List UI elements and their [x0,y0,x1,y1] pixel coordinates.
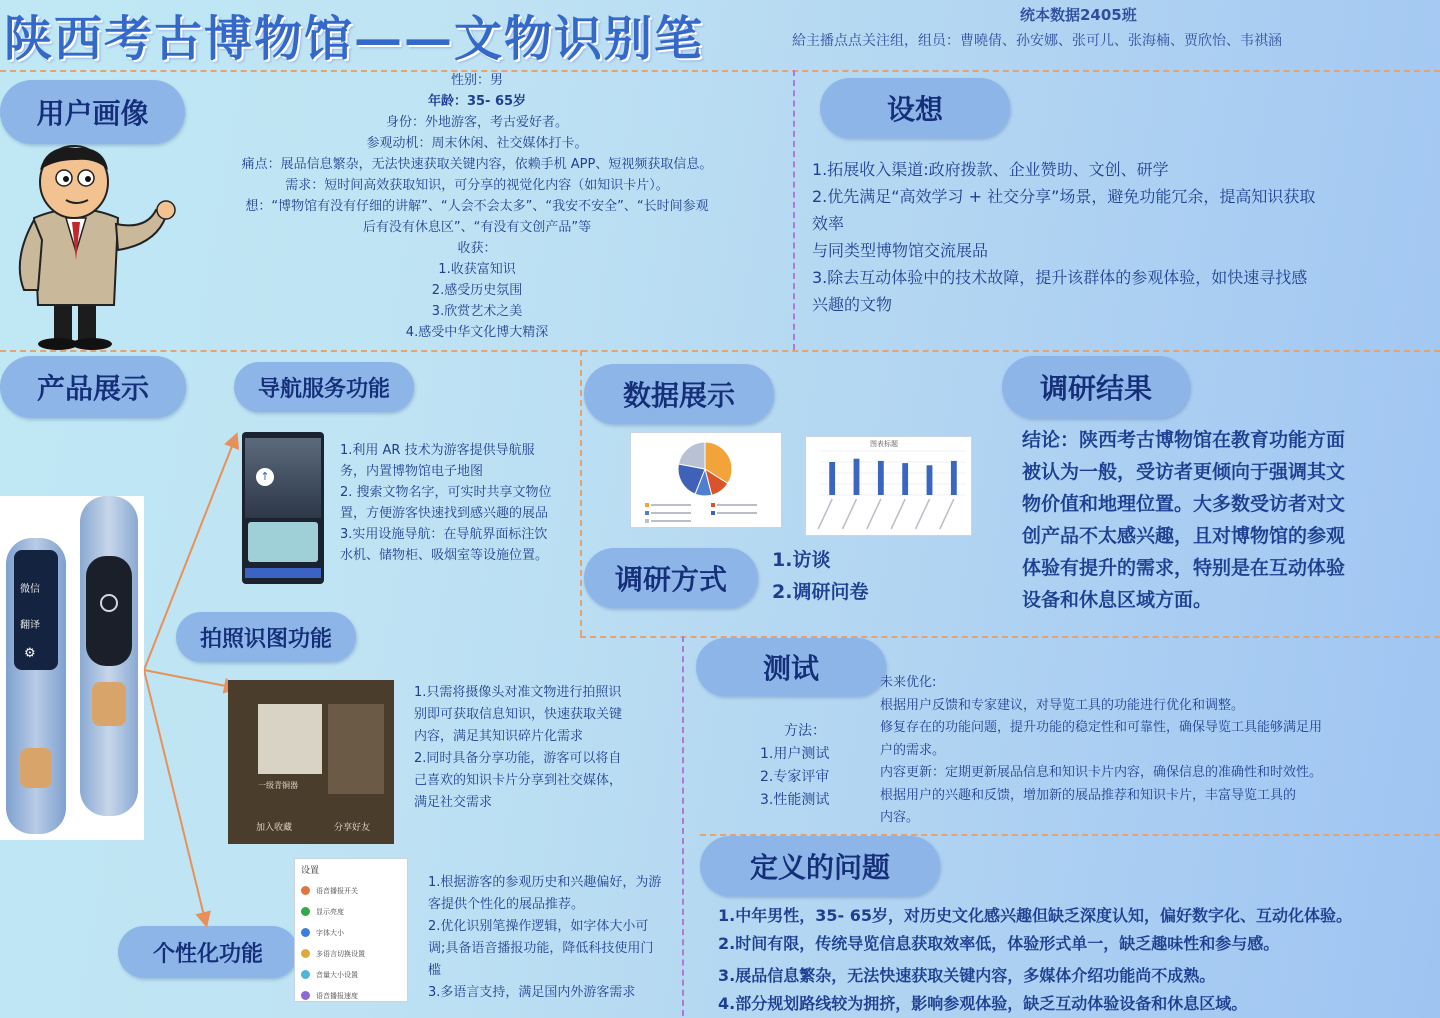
collect-button[interactable]: 加入收藏 [256,823,293,833]
artifact-photo [258,704,322,774]
idea-line: 与同类型博物馆交流展品 [812,241,989,260]
pie-legend-text [651,520,691,522]
personal-line: 1.根据游客的参观历史和兴趣偏好，为游 [428,875,662,890]
settings-item[interactable] [301,922,401,943]
divider-vertical-mid [580,350,582,636]
result-line: 结论：陕西考古博物馆在教育功能方面 [1022,429,1346,451]
nav-app-screenshot [242,432,324,584]
test-line: 根据用户反馈和专家建议，对导览工具的功能进行优化和调整。 [880,697,1245,713]
section-data-display: 数据展示 [584,364,774,424]
nav-feature-text [340,440,580,566]
photo-line: 己喜欢的知识卡片分享到社交媒体， [414,773,623,788]
problem-item: 1.中年男性，35- 65岁，对历史文化感兴趣但缺乏深度认知，偏好数字化、互动化体验。 [718,906,1352,925]
bar-category-label [891,499,905,529]
persona-line: 参观动机：周末休闲、社交媒体打卡。 [366,136,588,151]
settings-item[interactable] [301,901,401,922]
pie-legend-swatch [711,511,715,515]
personal-line: 2.优化识别笔操作逻辑，如字体大小可 [428,919,649,934]
persona-line: 痛点：展品信息繁杂，无法快速获取关键内容，依赖手机 APP、短视频获取信息。 [241,157,713,172]
persona-line: 3.欣赏艺术之美 [431,304,523,319]
persona-line: 收获： [457,241,497,256]
bar-category-label [940,499,954,529]
settings-item[interactable] [301,964,401,985]
problem-item: 2.时间有限，传统导览信息获取效率低，体验形式单一，缺乏趣味性和参与感。 [718,934,1280,953]
pie-legend-swatch [645,503,649,507]
pen-button [100,594,118,612]
artifact-text-panel [328,704,384,794]
settings-item[interactable] [301,943,401,964]
bar-category-label [916,499,930,529]
section-research-result: 调研结果 [1002,356,1190,418]
personal-line: 3.多语言支持，满足国内外游客需求 [428,985,636,1000]
settings-item-label: 字体大小 [316,928,344,937]
photo-line: 满足社交需求 [414,795,493,810]
settings-item-label: 语音播报开关 [316,886,358,895]
section-user-portrait: 用户画像 [0,80,185,144]
persona-line: 2.感受历史氛围 [431,283,523,298]
photo-line: 别即可获取信息知识，快速获取关键 [414,707,623,722]
bar [902,463,908,495]
section-problem: 定义的问题 [700,836,940,896]
settings-screenshot [294,858,408,1002]
settings-item[interactable] [301,880,401,901]
persona-line: 后有没有休息区”、“有没有文创产品”等 [362,220,592,235]
photo-line: 2.同时具备分享功能，游客可以将自 [414,751,622,766]
bar [854,459,860,495]
research-method-list [772,544,932,608]
bar-chart [806,437,971,535]
photo-line: 1.只需将摄像头对准文物进行拍照识 [414,685,622,700]
settings-item[interactable] [301,985,401,1006]
class-name: 统本数据2405班 [1020,6,1137,24]
settings-item-icon [301,928,310,937]
pen-screen-label-b: 翻译 [20,620,40,631]
idea-line: 2.优先满足“高效学习 + 社交分享”场景，避免功能冗余，提高知识获取 [812,187,1316,206]
settings-item-label: 语音播报速度 [316,991,358,1000]
bar [927,465,933,495]
pen-figurine [20,748,52,788]
section-product-display: 产品展示 [0,356,186,418]
bar-category-label [818,499,832,529]
pie-legend-swatch [645,511,649,515]
museum-map [248,522,318,562]
personal-line: 槛 [428,963,442,978]
pie-chart-card [630,432,782,528]
personal-line: 客提供个性化的展品推荐。 [428,897,585,912]
pen-screen [14,550,58,670]
artifact-caption: 一级青铜器 [258,781,298,790]
nav-line: 务，内置博物馆电子地图 [340,464,484,479]
settings-item-label: 音量大小设置 [316,970,358,979]
idea-line: 兴趣的文物 [812,295,893,314]
idea-line: 3.除去互动体验中的技术故障，提升该群体的参观体验，如快速寻找感 [812,268,1308,287]
personal-line: 调;具备语音播报功能，降低科技使用门 [428,941,654,956]
pie-slice [678,442,705,469]
pen-device-back [80,496,138,816]
nav-bottom-bar [245,568,321,578]
pie-chart [631,433,781,527]
test-line: 内容。 [880,810,920,825]
result-line: 设备和休息区域方面。 [1022,589,1213,611]
navigation-arrow-icon: ↑ [256,468,274,486]
test-method-item: 2.专家评审 [760,769,830,785]
test-line: 户的需求。 [880,742,946,758]
research-result-text [1022,424,1434,616]
settings-title: 设置 [301,866,320,876]
nav-line: 3.实用设施导航：在导航界面标注饮 [340,527,548,542]
persona-description [182,70,772,343]
pen-screen-label-a: 微信 [20,584,40,595]
idea-line: 效率 [812,214,845,233]
persona-line: 需求：短时间高效获取知识，可分享的视觉化内容（如知识卡片）。 [285,178,669,193]
pen-figurine [92,682,126,726]
section-research-method: 调研方式 [584,548,758,608]
bar [829,462,835,495]
settings-list [301,880,401,1006]
section-nav-feature: 导航服务功能 [234,362,414,412]
share-button[interactable]: 分享好友 [334,823,371,833]
section-test: 测试 [696,638,886,696]
pie-legend-swatch [711,503,715,507]
result-line: 创产品不太感兴趣，且对博物馆的参观 [1022,525,1346,547]
settings-item-icon [301,949,310,958]
pie-legend-text [717,504,757,506]
pen-product-image [0,496,144,840]
bar-category-label [843,499,857,529]
section-idea: 设想 [820,78,1010,138]
persona-line: 性别：男 [450,73,503,88]
test-line: 修复存在的功能问题，提升功能的稳定性和可靠性，确保导览工具能够满足用 [880,720,1323,735]
result-line: 体验有提升的需求，特别是在互动体验 [1022,557,1346,579]
pen-device-front [6,538,66,834]
persona-line: 年龄：35- 65岁 [427,94,527,109]
divider-vertical-bottom [682,636,684,1016]
divider-vertical-top [793,70,795,350]
idea-line: 1.拓展收入渠道:政府拨款、企业赞助、文创、研学 [812,160,1169,179]
pen-control-pad [86,556,132,666]
test-line: 内容更新：定期更新展品信息和知识卡片内容，确保信息的准确性和时效性。 [880,765,1323,780]
page-title: 陕西考古博物馆——文物识别笔 [4,11,705,66]
persona-line: 想：“博物馆有没有仔细的讲解”、“人会不会太多”、“我安不安全”、“长时间参观 [245,199,709,214]
settings-icon: ⚙ [24,646,36,661]
bar [951,461,957,495]
settings-item-label: 多语言切换设置 [316,949,365,958]
nav-line: 置，方便游客快速找到感兴趣的展品 [340,506,549,521]
settings-item-label: 显示亮度 [316,907,344,916]
settings-item-icon [301,886,310,895]
test-method-item: 3.性能测试 [760,792,830,808]
research-method-item: 2.调研问卷 [772,581,869,603]
bar [878,461,884,495]
persona-line: 身份：外地游客，考古爱好者。 [385,115,568,130]
pie-legend-swatch [645,519,649,523]
persona-line: 4.感受中华文化博大精深 [405,325,549,340]
divider-mid-right [580,636,1440,638]
test-methods [760,720,880,812]
pie-legend-text [651,504,691,506]
research-method-item: 1.访谈 [772,549,831,571]
idea-text [812,156,1437,318]
photo-recognition-screenshot [228,680,394,844]
settings-item-icon [301,907,310,916]
section-personal-feature: 个性化功能 [118,926,298,978]
test-optimization-text [880,672,1436,830]
nav-line: 1.利用 AR 技术为游客提供导航服 [340,443,535,458]
persona-illustration [6,140,191,350]
problem-list [718,902,1436,1018]
result-line: 物价值和地理位置。大多数受访者对文 [1022,493,1346,515]
settings-item-icon [301,991,310,1000]
result-line: 被认为一般，受访者更倾向于强调其文 [1022,461,1346,483]
problem-item: 4.部分规划路线较为拥挤，影响参观体验，缺乏互动体验设备和休息区域。 [718,994,1248,1013]
pie-legend-text [717,512,757,514]
bar-chart-card [805,436,972,536]
divider-middle [0,350,1440,352]
bar-chart-title: 图表标题 [870,440,898,448]
problem-item: 3.展品信息繁杂，无法快速获取关键内容，多媒体介绍功能尚不成熟。 [718,966,1216,985]
personal-feature-text [428,872,678,1004]
test-line: 根据用户的兴趣和反馈，增加新的展品推荐和知识卡片，丰富导览工具的 [880,787,1297,803]
settings-item-icon [301,970,310,979]
persona-line: 1.收获富知识 [438,262,516,277]
section-photo-feature: 拍照识图功能 [176,612,356,662]
test-method-label: 方法： [784,723,826,739]
photo-line: 内容，满足其知识碎片化需求 [414,729,584,744]
nav-line: 水机、储物柜、吸烟室等设施位置。 [340,548,549,563]
bar-category-label [867,499,881,529]
pie-legend-text [651,512,691,514]
group-members: 給主播点点关注组，组员：曹曉倩、孙安娜、张可儿、张海楠、贾欣怡、韦祺涵 [792,33,1282,49]
photo-feature-text [414,682,664,814]
nav-line: 2. 搜索文物名字，可实时共享文物位 [340,485,552,500]
test-method-item: 1.用户测试 [760,746,830,762]
test-line: 未来优化: [880,675,937,690]
